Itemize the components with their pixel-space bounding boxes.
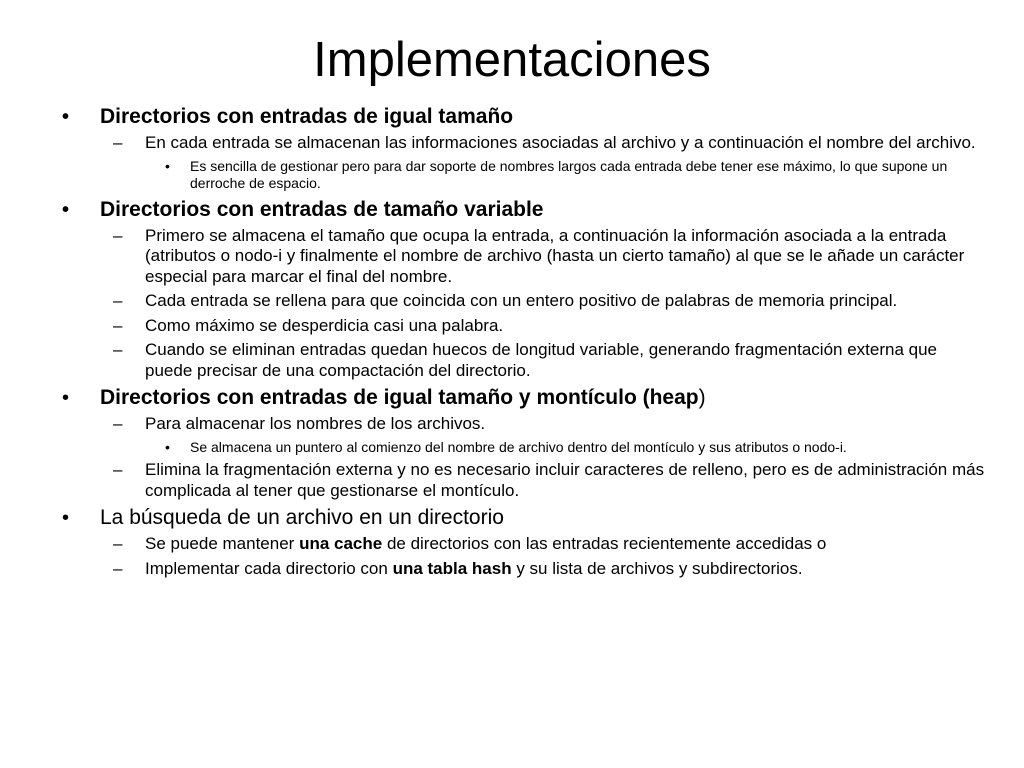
bullet-directory-search xyxy=(0,505,1024,531)
sub-sub-bullet xyxy=(0,158,1024,193)
bullet-variable-size-entries xyxy=(0,197,1024,223)
bullet-marker: • xyxy=(62,507,70,529)
sub-bullet-text: Elimina la fragmentación externa y no es necesario incluir caracteres de relleno, pero es de administración más complicada al tener que gestionarse el montículo. xyxy=(145,460,985,500)
dash-marker: – xyxy=(113,315,123,335)
bullet-fixed-size-entries xyxy=(0,104,1024,130)
sub-bullet-text-before: Implementar cada directorio con xyxy=(145,558,393,578)
dash-marker: – xyxy=(113,133,123,152)
sub-bullet-text-bold: una tabla hash xyxy=(392,558,512,578)
sub-bullet xyxy=(0,316,1024,337)
sub-sub-bullet-text: Es sencilla de gestionar pero para dar soporte de nombres largos cada entrada debe tener ese máximo, lo que supone un derroche de espacio. xyxy=(190,157,948,191)
bullet-marker: • xyxy=(165,157,170,174)
bullet-text-bold: Directorios con entradas de igual tamaño y montículo (heap xyxy=(100,386,699,409)
bullet-text: La búsqueda de un archivo en un directorio xyxy=(100,506,504,529)
sub-bullet-text: En cada entrada se almacenan las informaciones asociadas al archivo y a continuación el nombre del archivo. xyxy=(145,133,976,152)
sub-bullet xyxy=(0,559,1024,580)
dash-marker: – xyxy=(113,225,123,245)
sub-sub-bullet xyxy=(0,439,1024,457)
dash-marker: – xyxy=(113,291,123,310)
dash-marker: – xyxy=(113,534,123,553)
sub-bullet-text-before: Se puede mantener xyxy=(145,534,300,553)
sub-bullet-text: Cada entrada se rellena para que coincida con un entero positivo de palabras de memoria principal. xyxy=(145,291,898,310)
bullet-marker: • xyxy=(62,387,70,409)
bullet-heap-entries xyxy=(0,385,1024,411)
dash-marker: – xyxy=(113,414,123,433)
bullet-marker: • xyxy=(62,106,70,128)
sub-bullet xyxy=(0,291,1024,312)
bullet-text: Directorios con entradas de igual tamaño xyxy=(100,105,514,128)
sub-bullet xyxy=(0,133,1024,154)
bullet-marker: • xyxy=(62,198,70,221)
dash-marker: – xyxy=(113,340,123,359)
bullet-text: Directorios con entradas de tamaño variable xyxy=(100,197,544,221)
sub-bullet xyxy=(0,414,1024,435)
slide-title: Implementaciones xyxy=(313,33,711,87)
slide-body xyxy=(0,104,1024,583)
dash-marker: – xyxy=(113,558,123,578)
sub-bullet-text-after: de directorios con las entradas recientemente accedidas o xyxy=(382,534,827,553)
sub-bullet-text-bold: una cache xyxy=(299,534,383,553)
sub-bullet-text-after: y su lista de archivos y subdirectorios. xyxy=(511,558,803,578)
sub-sub-bullet-text: Se almacena un puntero al comienzo del nombre de archivo dentro del montículo y sus atributos o nodo-i. xyxy=(190,438,847,455)
sub-bullet xyxy=(0,340,1024,381)
sub-bullet-text: Para almacenar los nombres de los archivos. xyxy=(145,414,486,433)
bullet-text-rest: ) xyxy=(698,386,706,409)
sub-bullet-text: Primero se almacena el tamaño que ocupa la entrada, a continuación la información asociada a la entrada (atributos o nodo-i y finalmente el nombre de archivo (hasta un cierto tamaño) al que se le añade un carácter especial para marcar el final del nombre. xyxy=(145,225,965,286)
sub-bullet-text: Cuando se eliminan entradas quedan huecos de longitud variable, generando fragmentación externa que puede precisar de una compactación del directorio. xyxy=(145,340,938,380)
sub-bullet-text: Como máximo se desperdicia casi una palabra. xyxy=(145,315,504,335)
sub-bullet xyxy=(0,534,1024,555)
sub-bullet xyxy=(0,460,1024,501)
bullet-marker: • xyxy=(165,438,170,455)
sub-bullet xyxy=(0,226,1024,288)
dash-marker: – xyxy=(113,460,123,479)
